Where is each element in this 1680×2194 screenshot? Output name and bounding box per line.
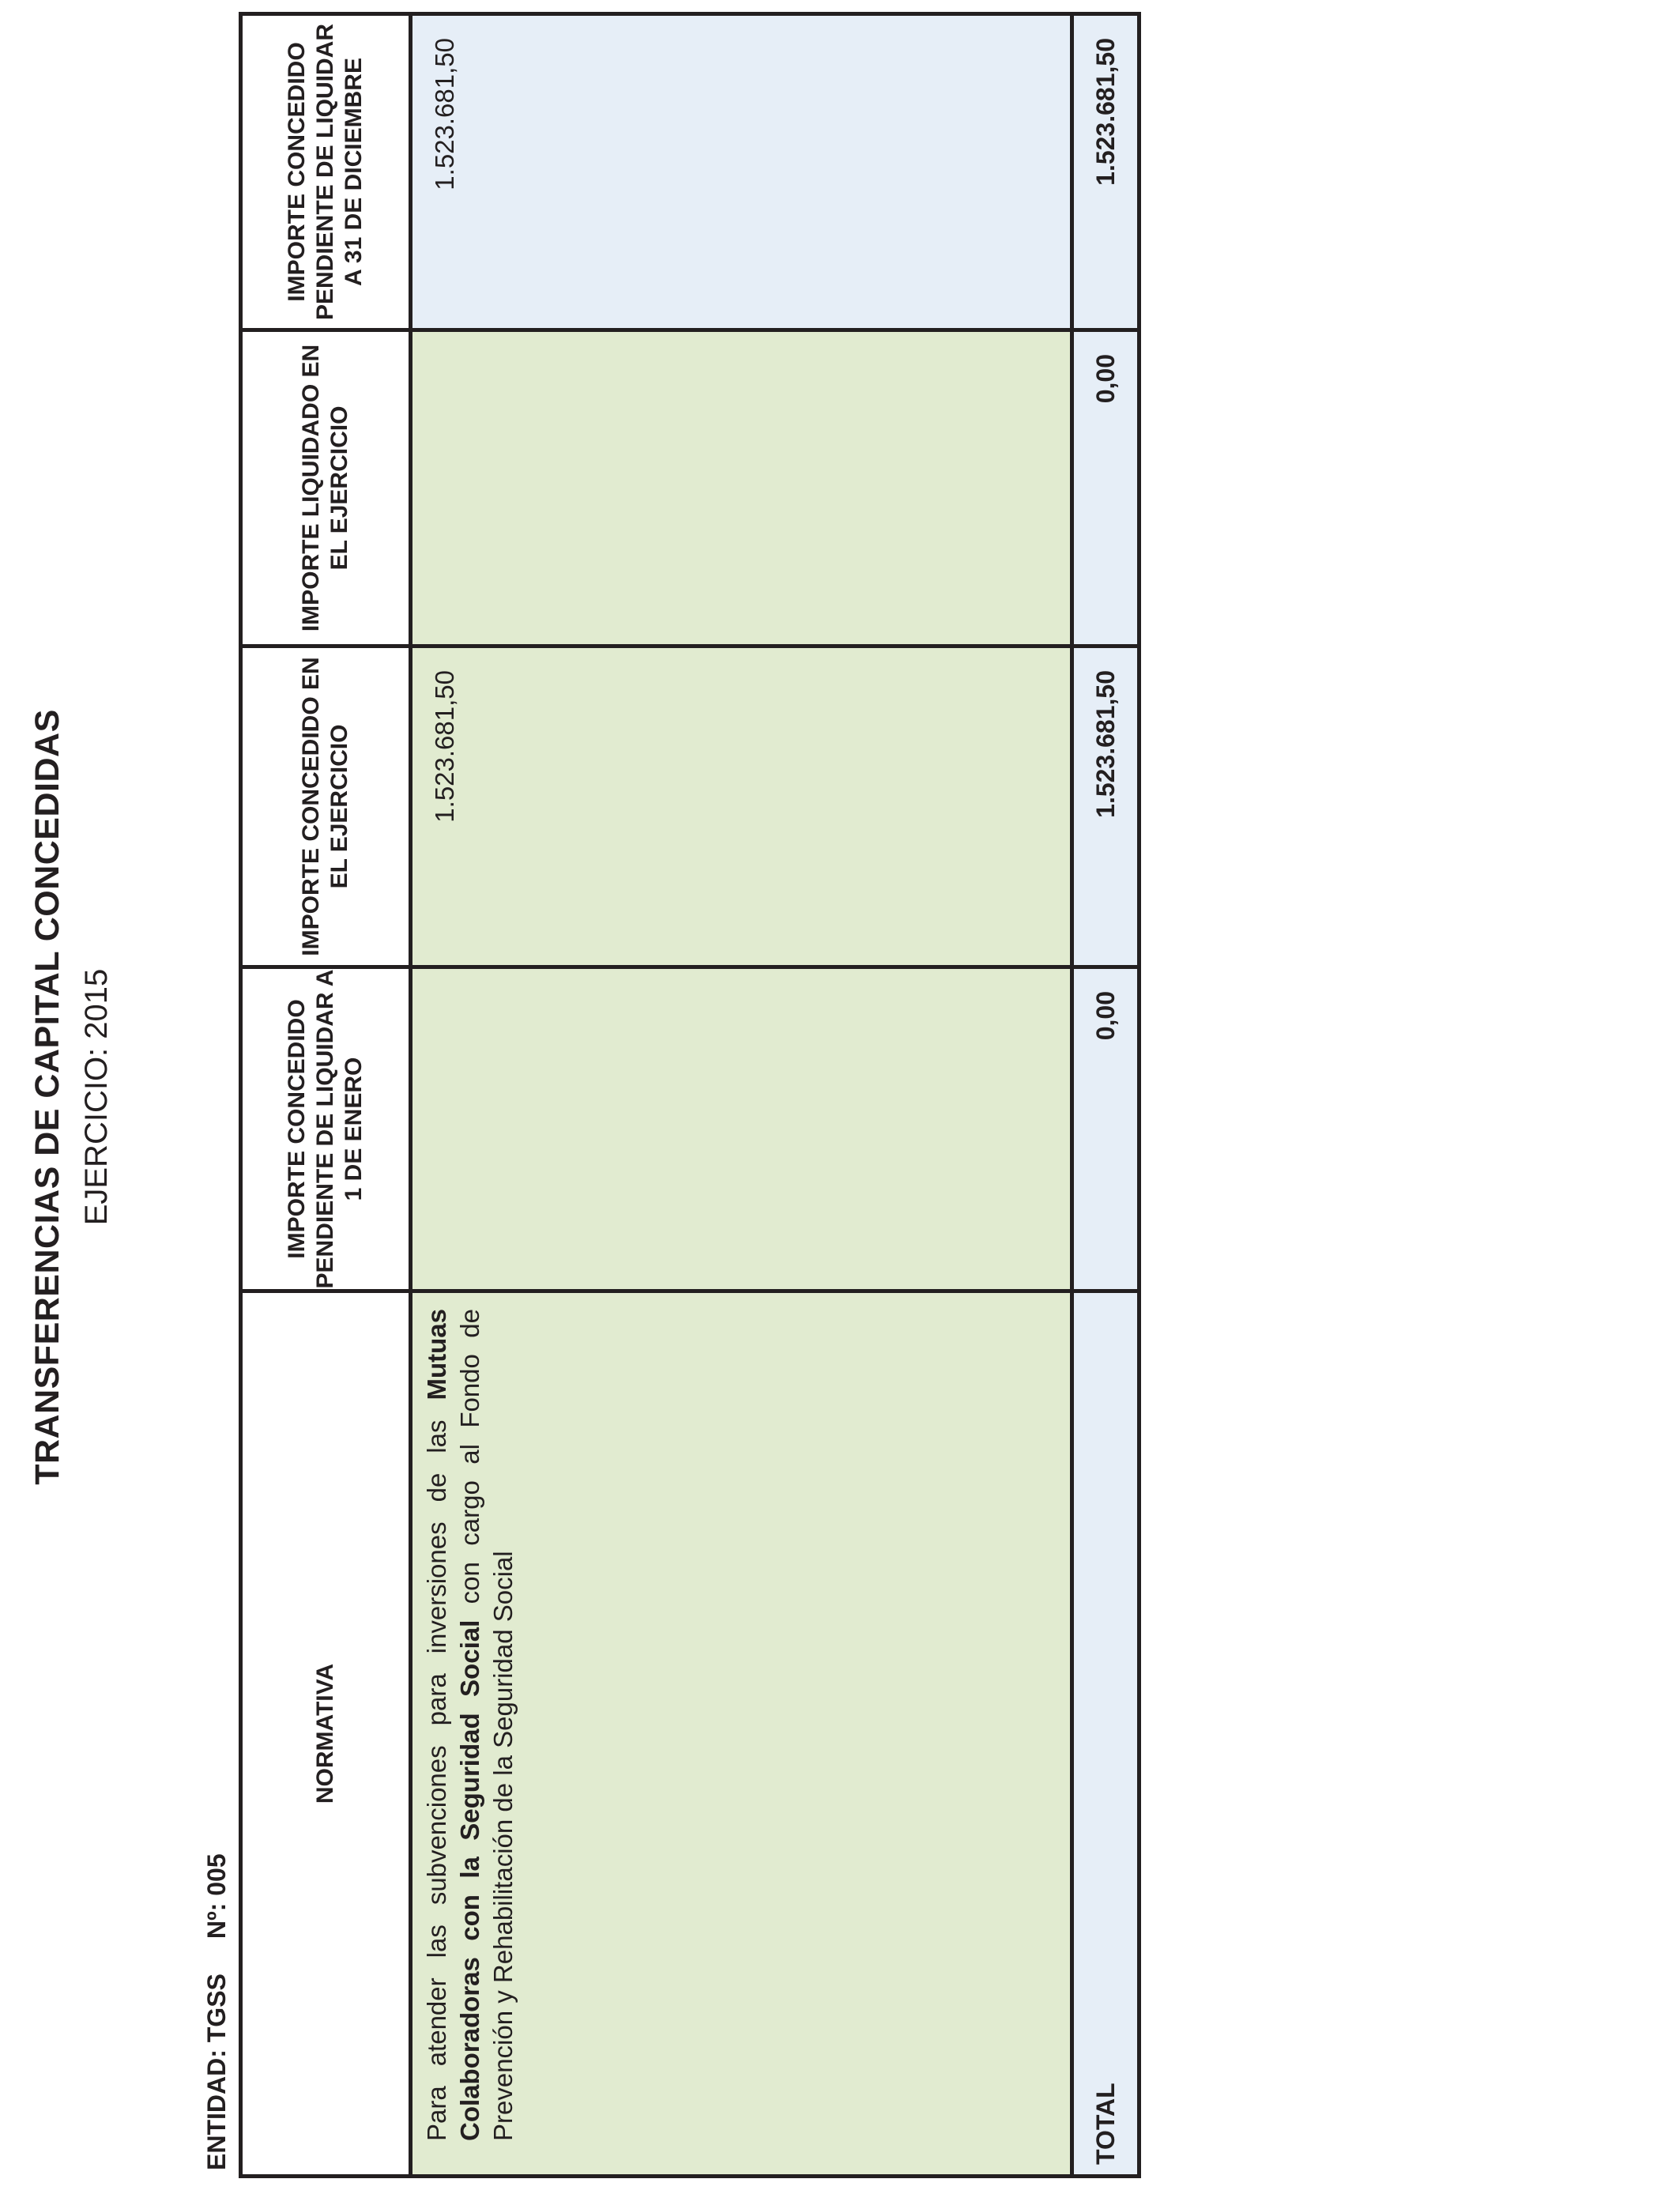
normativa-text-part2: con cargo al Fondo de Prevención y Rehabilitación de la Seguridad Social [455, 1309, 518, 2141]
concedido-ejercicio-cell: 1.523.681,50 [411, 647, 1072, 967]
normativa-text-bold: Mutuas Colaboradoras con la Seguridad Social [422, 1309, 484, 2141]
pendiente-enero-cell [411, 967, 1072, 1291]
pendiente-diciembre-cell: 1.523.681,50 [411, 14, 1072, 330]
entity-line [202, 1853, 232, 2170]
total-pendiente-diciembre: 1.523.681,50 [1072, 14, 1139, 330]
column-header-pendiente-diciembre: IMPORTE CONCEDIDO PENDIENTE DE LIQUIDAR A 31 DE DICIEMBRE [241, 14, 411, 330]
entity-label: ENTIDAD: TGSS [202, 1973, 231, 2170]
total-liquidado-ejercicio: 0,00 [1072, 330, 1139, 647]
total-label: TOTAL [1072, 1291, 1139, 2177]
entity-number: Nº: 005 [202, 1853, 231, 1940]
page-title: TRANSFERENCIAS DE CAPITAL CONCEDIDAS [28, 709, 66, 1485]
column-header-concedido-ejercicio: IMPORTE CONCEDIDO EN EL EJERCICIO [241, 647, 411, 967]
table-header-row [241, 14, 411, 2177]
column-header-normativa: NORMATIVA [241, 1291, 411, 2177]
column-header-pendiente-enero: IMPORTE CONCEDIDO PENDIENTE DE LIQUIDAR A 1 DE ENERO [241, 967, 411, 1291]
total-pendiente-enero: 0,00 [1072, 967, 1139, 1291]
page-subtitle: EJERCICIO: 2015 [79, 968, 114, 1226]
normativa-cell [411, 1291, 1072, 2177]
column-header-liquidado-ejercicio: IMPORTE LIQUIDADO EN EL EJERCICIO [241, 330, 411, 647]
table-row [411, 14, 1072, 2177]
normativa-text-part1: Para atender las subvenciones para inversiones de las [422, 1400, 451, 2141]
liquidado-ejercicio-cell [411, 330, 1072, 647]
transfers-table [239, 12, 1141, 2178]
total-row [1072, 14, 1139, 2177]
total-concedido-ejercicio: 1.523.681,50 [1072, 647, 1139, 967]
